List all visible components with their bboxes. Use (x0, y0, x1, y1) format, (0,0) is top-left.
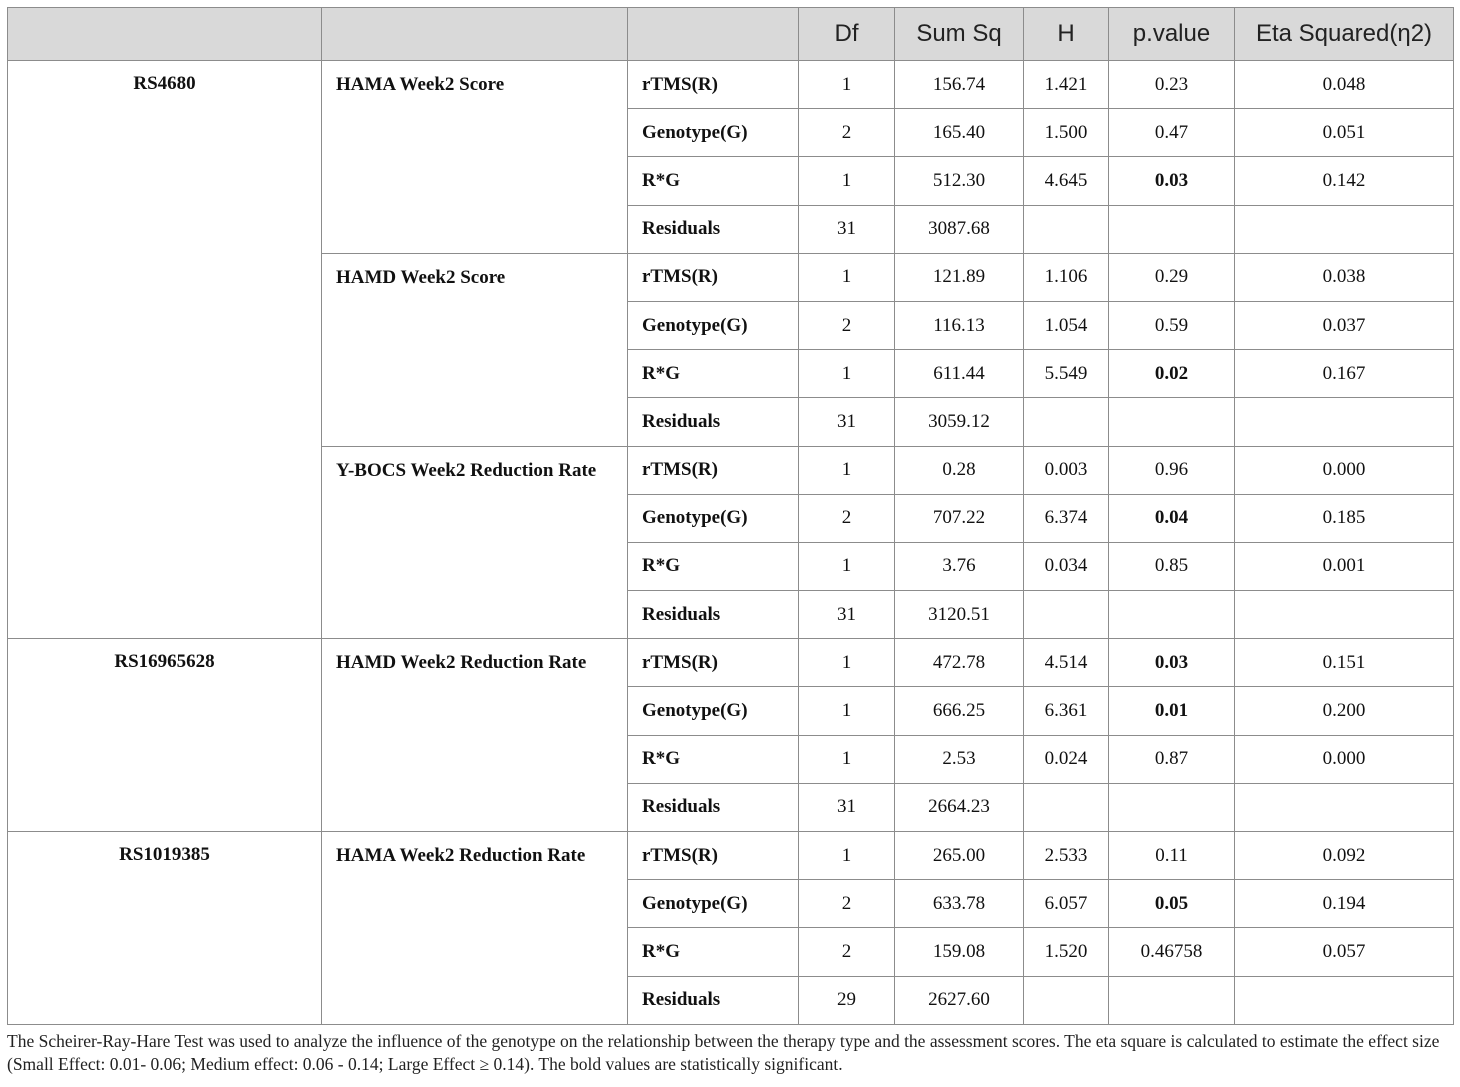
table-header-row (8, 8, 1454, 61)
sumsq-cell: 0.28 (895, 446, 1024, 494)
sumsq-cell: 2627.60 (895, 976, 1024, 1024)
h-cell: 0.003 (1024, 446, 1109, 494)
df-cell: 2 (799, 494, 895, 542)
term-cell: rTMS(R) (628, 446, 799, 494)
sumsq-cell: 666.25 (895, 687, 1024, 735)
header-cell-pvalue: p.value (1109, 8, 1235, 61)
df-cell: 31 (799, 205, 895, 253)
eta-cell: 0.000 (1235, 735, 1454, 783)
sumsq-cell: 121.89 (895, 253, 1024, 301)
term-cell: Genotype(G) (628, 109, 799, 157)
sumsq-cell: 2.53 (895, 735, 1024, 783)
df-cell: 1 (799, 61, 895, 109)
sumsq-cell: 512.30 (895, 157, 1024, 205)
pvalue-cell: 0.47 (1109, 109, 1235, 157)
term-cell: Residuals (628, 591, 799, 639)
pvalue-cell (1109, 591, 1235, 639)
term-cell: rTMS(R) (628, 253, 799, 301)
term-cell: R*G (628, 735, 799, 783)
h-cell: 4.645 (1024, 157, 1109, 205)
eta-cell: 0.000 (1235, 446, 1454, 494)
df-cell: 2 (799, 928, 895, 976)
h-cell: 0.024 (1024, 735, 1109, 783)
header-cell-term (628, 8, 799, 61)
sumsq-cell: 611.44 (895, 350, 1024, 398)
header-cell-df: Df (799, 8, 895, 61)
term-cell: Residuals (628, 398, 799, 446)
h-cell (1024, 205, 1109, 253)
sumsq-cell: 3087.68 (895, 205, 1024, 253)
h-cell: 1.520 (1024, 928, 1109, 976)
snp-label: RS1019385 (8, 832, 322, 1025)
eta-cell: 0.001 (1235, 542, 1454, 590)
term-cell: R*G (628, 350, 799, 398)
pvalue-cell: 0.03 (1109, 639, 1235, 687)
h-cell: 1.054 (1024, 301, 1109, 349)
term-cell: rTMS(R) (628, 639, 799, 687)
table-row (8, 832, 1454, 880)
sumsq-cell: 472.78 (895, 639, 1024, 687)
term-cell: Genotype(G) (628, 494, 799, 542)
df-cell: 1 (799, 639, 895, 687)
h-cell: 1.500 (1024, 109, 1109, 157)
pvalue-cell: 0.05 (1109, 880, 1235, 928)
sumsq-cell: 707.22 (895, 494, 1024, 542)
table-row (8, 639, 1454, 687)
term-cell: Residuals (628, 783, 799, 831)
sumsq-cell: 159.08 (895, 928, 1024, 976)
df-cell: 1 (799, 157, 895, 205)
eta-cell (1235, 205, 1454, 253)
table-footnote: The Scheirer-Ray-Hare Test was used to analyze the influence of the genotype on the relationship between the therapy type and the assessment scores. The eta square is calculated to estimate the effect size (Small Effect: 0.01- 0.06; Medium effect: 0.06 - 0.14; Large Effect ≥ 0.14). The bold values are statistically significant. (7, 1031, 1440, 1074)
eta-cell: 0.200 (1235, 687, 1454, 735)
pvalue-cell (1109, 783, 1235, 831)
header-cell-snp (8, 8, 322, 61)
eta-cell: 0.057 (1235, 928, 1454, 976)
sumsq-cell: 165.40 (895, 109, 1024, 157)
eta-cell: 0.051 (1235, 109, 1454, 157)
header-cell-sumsq: Sum Sq (895, 8, 1024, 61)
term-cell: Genotype(G) (628, 301, 799, 349)
h-cell: 6.361 (1024, 687, 1109, 735)
df-cell: 2 (799, 301, 895, 349)
sumsq-cell: 3120.51 (895, 591, 1024, 639)
sumsq-cell: 3.76 (895, 542, 1024, 590)
h-cell (1024, 591, 1109, 639)
pvalue-cell (1109, 976, 1235, 1024)
df-cell: 29 (799, 976, 895, 1024)
eta-cell: 0.048 (1235, 61, 1454, 109)
eta-cell: 0.038 (1235, 253, 1454, 301)
term-cell: Residuals (628, 205, 799, 253)
measure-label: HAMA Week2 Reduction Rate (322, 832, 628, 1025)
eta-cell: 0.185 (1235, 494, 1454, 542)
df-cell: 31 (799, 783, 895, 831)
h-cell (1024, 976, 1109, 1024)
pvalue-cell: 0.02 (1109, 350, 1235, 398)
eta-cell (1235, 398, 1454, 446)
sumsq-cell: 2664.23 (895, 783, 1024, 831)
df-cell: 1 (799, 832, 895, 880)
snp-label: RS16965628 (8, 639, 322, 832)
pvalue-cell: 0.85 (1109, 542, 1235, 590)
term-cell: R*G (628, 928, 799, 976)
pvalue-cell: 0.96 (1109, 446, 1235, 494)
pvalue-cell (1109, 205, 1235, 253)
header-cell-h: H (1024, 8, 1109, 61)
term-cell: Genotype(G) (628, 880, 799, 928)
df-cell: 31 (799, 398, 895, 446)
df-cell: 1 (799, 735, 895, 783)
eta-cell: 0.194 (1235, 880, 1454, 928)
eta-cell (1235, 591, 1454, 639)
sumsq-cell: 3059.12 (895, 398, 1024, 446)
snp-label: RS4680 (8, 61, 322, 639)
df-cell: 1 (799, 446, 895, 494)
sumsq-cell: 116.13 (895, 301, 1024, 349)
term-cell: R*G (628, 542, 799, 590)
term-cell: Residuals (628, 976, 799, 1024)
pvalue-cell: 0.46758 (1109, 928, 1235, 976)
h-cell (1024, 398, 1109, 446)
measure-label: HAMA Week2 Score (322, 61, 628, 254)
eta-cell: 0.092 (1235, 832, 1454, 880)
pvalue-cell (1109, 398, 1235, 446)
h-cell: 6.374 (1024, 494, 1109, 542)
eta-cell: 0.142 (1235, 157, 1454, 205)
h-cell: 1.421 (1024, 61, 1109, 109)
results-table-container (7, 7, 1453, 1025)
df-cell: 2 (799, 880, 895, 928)
h-cell: 4.514 (1024, 639, 1109, 687)
h-cell (1024, 783, 1109, 831)
term-cell: rTMS(R) (628, 832, 799, 880)
df-cell: 1 (799, 542, 895, 590)
eta-cell: 0.151 (1235, 639, 1454, 687)
sumsq-cell: 156.74 (895, 61, 1024, 109)
measure-label: HAMD Week2 Score (322, 253, 628, 446)
sumsq-cell: 265.00 (895, 832, 1024, 880)
sumsq-cell: 633.78 (895, 880, 1024, 928)
header-cell-measure (322, 8, 628, 61)
h-cell: 1.106 (1024, 253, 1109, 301)
df-cell: 1 (799, 253, 895, 301)
h-cell: 6.057 (1024, 880, 1109, 928)
term-cell: Genotype(G) (628, 687, 799, 735)
measure-label: HAMD Week2 Reduction Rate (322, 639, 628, 832)
pvalue-cell: 0.03 (1109, 157, 1235, 205)
eta-cell: 0.167 (1235, 350, 1454, 398)
pvalue-cell: 0.59 (1109, 301, 1235, 349)
term-cell: rTMS(R) (628, 61, 799, 109)
pvalue-cell: 0.23 (1109, 61, 1235, 109)
df-cell: 1 (799, 350, 895, 398)
term-cell: R*G (628, 157, 799, 205)
eta-cell: 0.037 (1235, 301, 1454, 349)
header-cell-eta: Eta Squared(η2) (1235, 8, 1454, 61)
eta-cell (1235, 976, 1454, 1024)
h-cell: 5.549 (1024, 350, 1109, 398)
h-cell: 2.533 (1024, 832, 1109, 880)
h-cell: 0.034 (1024, 542, 1109, 590)
results-table (7, 7, 1454, 1025)
table-body (8, 61, 1454, 1025)
pvalue-cell: 0.11 (1109, 832, 1235, 880)
eta-cell (1235, 783, 1454, 831)
df-cell: 31 (799, 591, 895, 639)
pvalue-cell: 0.04 (1109, 494, 1235, 542)
table-row (8, 61, 1454, 109)
pvalue-cell: 0.01 (1109, 687, 1235, 735)
df-cell: 2 (799, 109, 895, 157)
measure-label: Y-BOCS Week2 Reduction Rate (322, 446, 628, 639)
df-cell: 1 (799, 687, 895, 735)
pvalue-cell: 0.87 (1109, 735, 1235, 783)
pvalue-cell: 0.29 (1109, 253, 1235, 301)
